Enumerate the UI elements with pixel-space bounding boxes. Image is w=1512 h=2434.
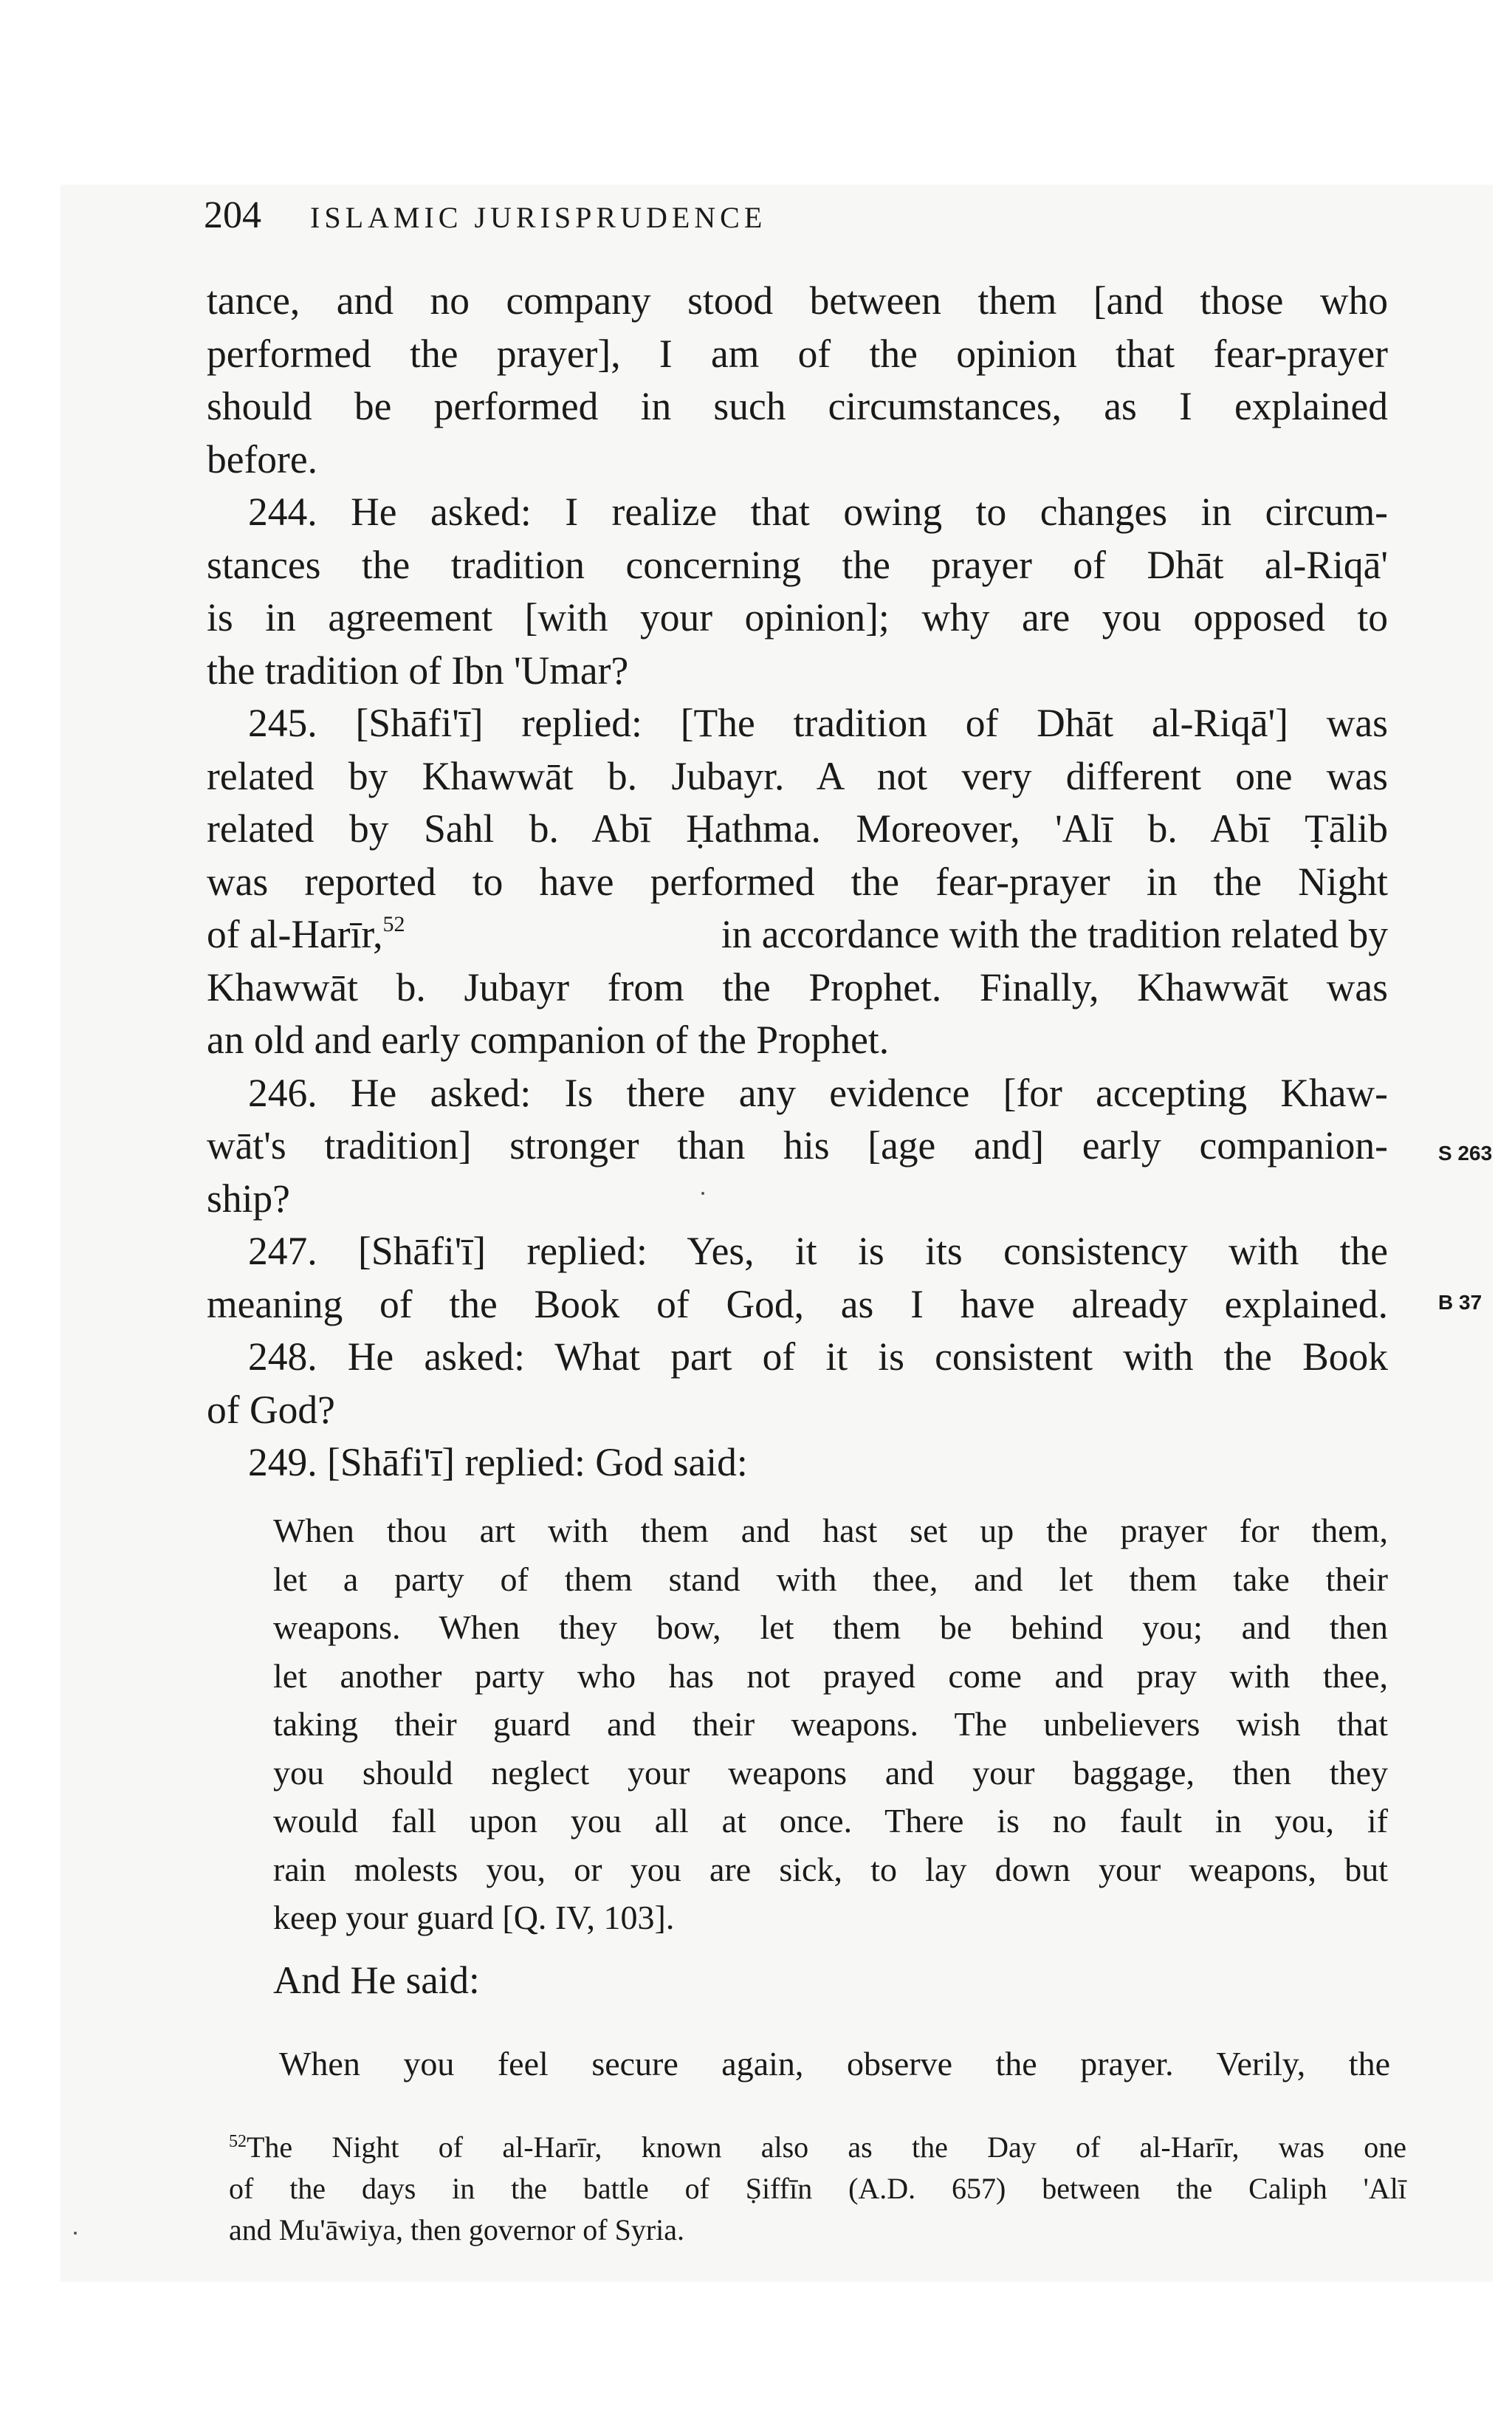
paragraph-245-line: 245. [Shāfi'ī] replied: [The tradition of Dhāt al-Riqā'] was [248,701,1388,745]
body-line: an old and early companion of the Prophet. [207,1018,890,1062]
body-line: is in agreement [with your opinion]; why are you opposed to [207,595,1388,640]
footnote-text: The Night of al-Harīr, known also as the Day of al-Harīr, was one [247,2130,1406,2164]
body-line: related by Khawwāt b. Jubayr. A not very different one was [207,753,1388,798]
body-line: wāt's tradition] stronger than his [age and] early companion- [207,1123,1388,1168]
quran-quotation [273,1506,1388,1942]
body-line: of God? [207,1387,335,1432]
body-line: performed the prayer], I am of the opinion that fear-prayer [207,331,1388,376]
second-quotation-line: When you feel secure again, observe the prayer. Verily, the [279,2045,1390,2082]
quote-line: When thou art with them and hast set up the prayer for them, [273,1512,1388,1549]
body-text-segment: in accordance with the tradition related by [721,912,1388,956]
page-number: 204 [204,194,261,236]
quote-line: rain molests you, or you are sick, to lay down your weapons, but [273,1850,1388,1888]
paragraph-249-line: 249. [Shāfi'ī] replied: God said: [248,1440,748,1484]
margin-reference-s: S 263 [1438,1142,1493,1165]
scan-speck [701,1192,704,1195]
margin-reference-b: B 37 [1438,1291,1482,1314]
footnote-marker: 52 [229,2132,247,2151]
quote-line: let another party who has not prayed come and pray with thee, [273,1656,1388,1695]
body-line: related by Sahl b. Abī Ḥathma. Moreover, 'Alī b. Abī Ṭālib [207,806,1388,851]
paragraph-244-line: 244. He asked: I realize that owing to changes in circum- [248,490,1388,534]
footnote-line: of the days in the battle of Ṣiffīn (A.D. 657) between the Caliph 'Alī [229,2172,1406,2205]
footnote [229,2127,1406,2251]
quote-line: would fall upon you all at once. There is no fault in you, if [273,1802,1388,1840]
body-line: was reported to have performed the fear-prayer in the Night [207,859,1388,904]
body-line: ship? [207,1176,290,1221]
body-line: Khawwāt b. Jubayr from the Prophet. Finally, Khawwāt was [207,964,1388,1009]
quote-line: let a party of them stand with thee, and let them take their [273,1560,1388,1598]
footnote-reference: 52 [382,912,405,936]
body-text-segment: of al-Harīr, [207,912,383,956]
paragraph-246-line: 246. He asked: Is there any evidence [for accepting Khaw- [248,1070,1388,1115]
quote-line: weapons. When they bow, let them be behind you; and then [273,1608,1388,1646]
paragraph-247-line: 247. [Shāfi'ī] replied: Yes, it is its consistency with the [248,1229,1388,1273]
paragraph-248-line: 248. He asked: What part of it is consistent with the Book [248,1334,1388,1379]
body-line: meaning of the Book of God, as I have already explained. [207,1281,1388,1326]
body-text [207,275,1388,1489]
scan-speck [74,2232,77,2235]
body-line: the tradition of Ibn 'Umar? [207,648,629,693]
running-head: ISLAMIC JURISPRUDENCE [310,201,767,234]
body-line: should be performed in such circumstances, as I explained [207,384,1388,428]
footnote-line [229,2127,1406,2168]
quote-line: taking their guard and their weapons. The unbelievers wish that [273,1705,1388,1743]
body-line: before. [207,436,317,481]
footnote-line: and Mu'āwiya, then governor of Syria. [229,2213,685,2246]
body-line-with-footnote [207,908,1388,961]
quote-line: keep your guard [Q. IV, 103]. [273,1899,675,1936]
body-line: tance, and no company stood between them [and those who [207,278,1388,323]
page-header [204,193,766,245]
body-line: stances the tradition concerning the prayer of Dhāt al-Riqā' [207,542,1388,587]
and-he-said: And He said: [273,1959,480,2002]
quote-line: you should neglect your weapons and your baggage, then they [273,1753,1388,1792]
